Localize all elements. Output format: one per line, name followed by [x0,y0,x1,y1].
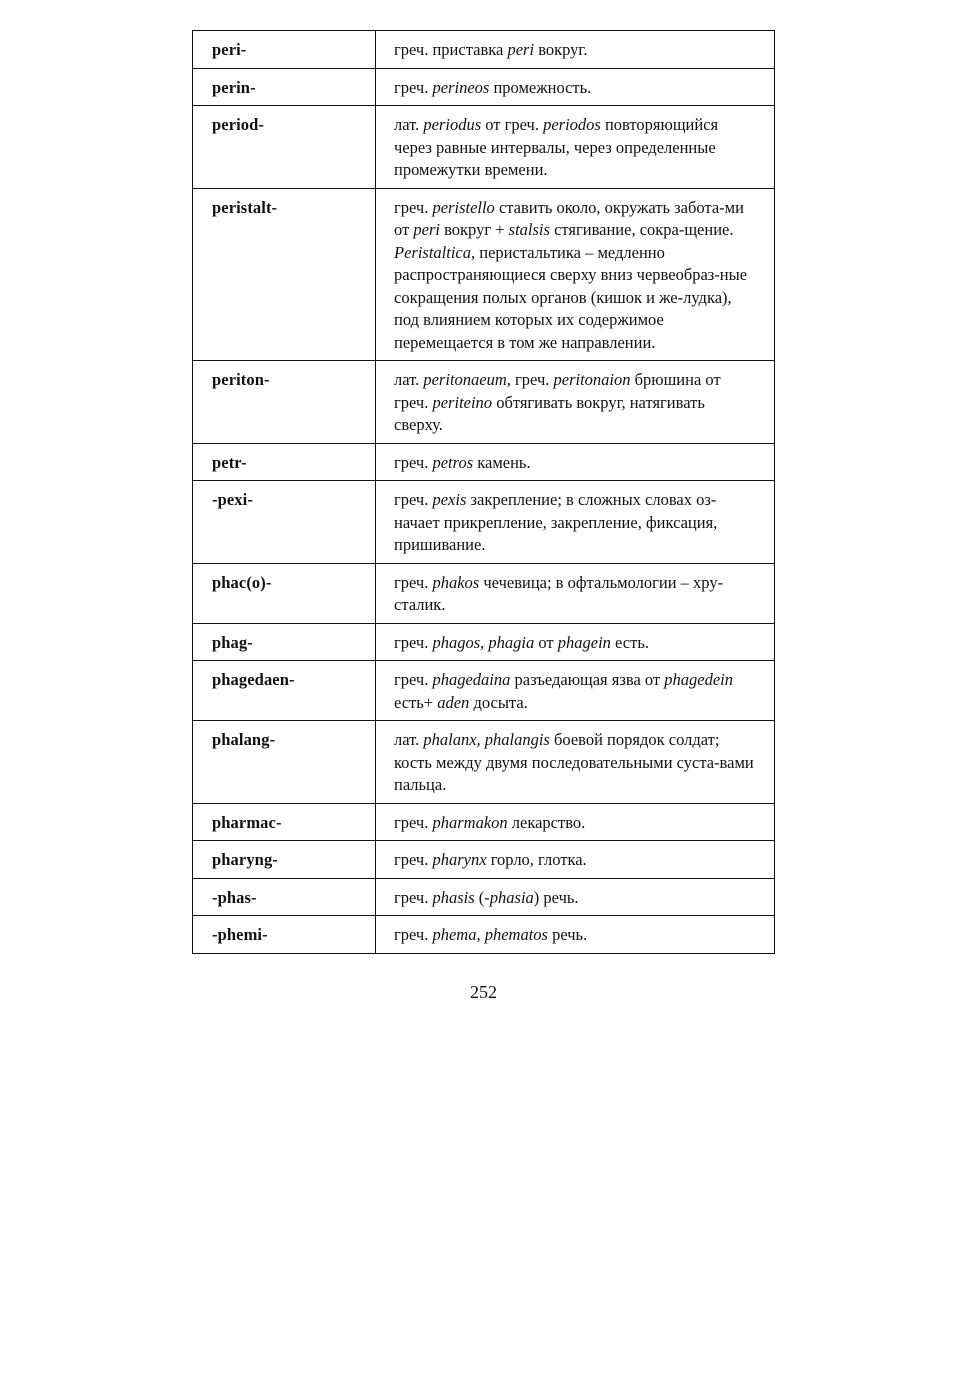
table-row [193,68,775,106]
definition-italic-segment: phagedein [664,670,733,689]
term-cell: -pexi- [193,481,376,564]
definition-text-segment: от греч. [481,115,544,134]
definition-italic-segment: perineos [432,77,490,97]
term-cell: -phas- [193,878,376,916]
table-row [193,31,775,69]
definition-text-segment: промежность. [489,77,592,97]
definition-text-segment: греч. [394,572,433,592]
definition-text-segment: перистальтика – медленно распространяющиеся сверху вниз червеобраз-ные сокращения полых органов (кишок и же-лудка), под влиянием которых их содержимое перемещается в том же направлении. [394,242,748,352]
definition-cell [376,106,775,189]
table-row [193,443,775,481]
term-cell: period- [193,106,376,189]
definition-text-segment: лат. [394,730,424,749]
definition-italic-segment: pexis [432,490,467,509]
definition-cell [376,721,775,804]
definition-cell [376,481,775,564]
definition-text-segment: греч. приставка [394,40,508,59]
table-row [193,106,775,189]
definition-cell [376,878,775,916]
table-row [193,188,775,361]
dictionary-table [192,30,775,954]
definition-text-segment: есть+ [394,692,438,712]
definition-cell [376,68,775,106]
definition-italic-segment: pharmakon [432,812,508,832]
definition-text-segment: лат. [394,115,424,134]
definition-text-segment: ( [474,887,485,907]
definition-text-segment: греч. [394,670,433,689]
definition-text-segment: ) речь. [533,887,579,907]
definition-text-segment: греч. [394,490,433,509]
term-cell: peristalt- [193,188,376,361]
definition-text-segment: есть. [610,632,649,652]
definition-text-segment: повторяющийся через равные интервалы, через определенные промежутки времени. [394,115,719,179]
definition-italic-segment: peritonaeum [423,370,507,389]
table-row [193,361,775,444]
definition-italic-segment: periteino [432,392,493,412]
definition-text-segment: греч. [394,850,433,869]
term-cell: periton- [193,361,376,444]
definition-cell [376,841,775,879]
definition-italic-segment: phagein [557,632,611,652]
definition-text-segment: речь. [547,925,588,944]
definition-italic-segment: phalanx, phalangis [423,730,550,749]
page-number: 252 [470,982,497,1002]
definition-text-segment: лекарство. [507,812,586,832]
term-cell: phag- [193,623,376,661]
term-cell: pharyng- [193,841,376,879]
definition-italic-segment: phagos, phagia [432,632,535,652]
definition-italic-segment: pharynx [432,850,487,869]
term-cell: phac(o)- [193,563,376,623]
definition-text-segment: чечевица; в офтальмологии – хру-сталик. [394,572,724,614]
dictionary-body [193,31,775,954]
definition-text-segment: греч. [394,925,433,944]
definition-italic-segment: peristello [432,197,495,217]
definition-cell [376,31,775,69]
definition-italic-segment: periodus [423,115,482,134]
definition-text-segment: боевой порядок солдат; кость между двумя последовательными суста-вами пальца. [394,730,754,794]
definition-text-segment: камень. [473,452,531,472]
table-row [193,721,775,804]
table-row [193,481,775,564]
table-row [193,916,775,954]
definition-cell [376,563,775,623]
definition-italic-segment: peri [413,220,440,239]
definition-text-segment: вокруг + [439,220,509,239]
definition-cell [376,916,775,954]
definition-italic-segment: aden [437,692,470,712]
definition-cell [376,443,775,481]
definition-text-segment: греч. [394,452,433,472]
definition-text-segment: от [534,632,558,652]
definition-italic-segment: phema, phematos [432,925,548,944]
table-row [193,803,775,841]
table-row [193,623,775,661]
definition-cell [376,803,775,841]
term-cell: phagedaen- [193,661,376,721]
definition-text-segment: ставить около, окружать забота-ми от [394,197,744,239]
definition-italic-segment: -phasia [484,887,534,907]
term-cell: peri- [193,31,376,69]
definition-italic-segment: Peristaltica, [394,242,476,262]
definition-cell [376,661,775,721]
definition-text-segment: закрепление; в сложных словах оз-начает прикрепление, закрепление, фиксация, пришивание. [394,490,718,554]
definition-text-segment: обтягивать вокруг, натягивать сверху. [394,392,705,434]
definition-text-segment: греч. [394,887,433,907]
definition-text-segment: горло, глотка. [486,850,587,869]
definition-cell [376,361,775,444]
term-cell: phalang- [193,721,376,804]
definition-italic-segment: peritonaion [553,370,631,389]
definition-italic-segment: stalsis [508,220,550,239]
definition-text-segment: , греч. [506,370,554,389]
definition-italic-segment: peri [507,40,535,59]
term-cell: petr- [193,443,376,481]
definition-italic-segment: phakos [432,572,480,592]
definition-text-segment: греч. [394,197,433,217]
definition-text-segment: греч. [394,812,433,832]
definition-text-segment: вокруг. [534,40,588,59]
definition-cell [376,188,775,361]
table-row [193,841,775,879]
definition-text-segment: стягивание, сокра-щение. [549,220,734,239]
definition-text-segment: досыта. [469,692,528,712]
definition-text-segment: брюшина от греч. [394,370,721,412]
term-cell: pharmac- [193,803,376,841]
definition-italic-segment: phagedaina [432,670,511,689]
definition-text-segment: греч. [394,632,433,652]
definition-cell [376,623,775,661]
definition-italic-segment: phasis [432,887,475,907]
term-cell: perin- [193,68,376,106]
definition-text-segment: лат. [394,370,424,389]
table-row [193,878,775,916]
definition-italic-segment: periodos [543,115,601,134]
term-cell: -phemi- [193,916,376,954]
definition-text-segment: разъедающая язва от [510,670,665,689]
definition-text-segment: греч. [394,77,433,97]
table-row [193,661,775,721]
table-row [193,563,775,623]
definition-italic-segment: petros [432,452,474,472]
